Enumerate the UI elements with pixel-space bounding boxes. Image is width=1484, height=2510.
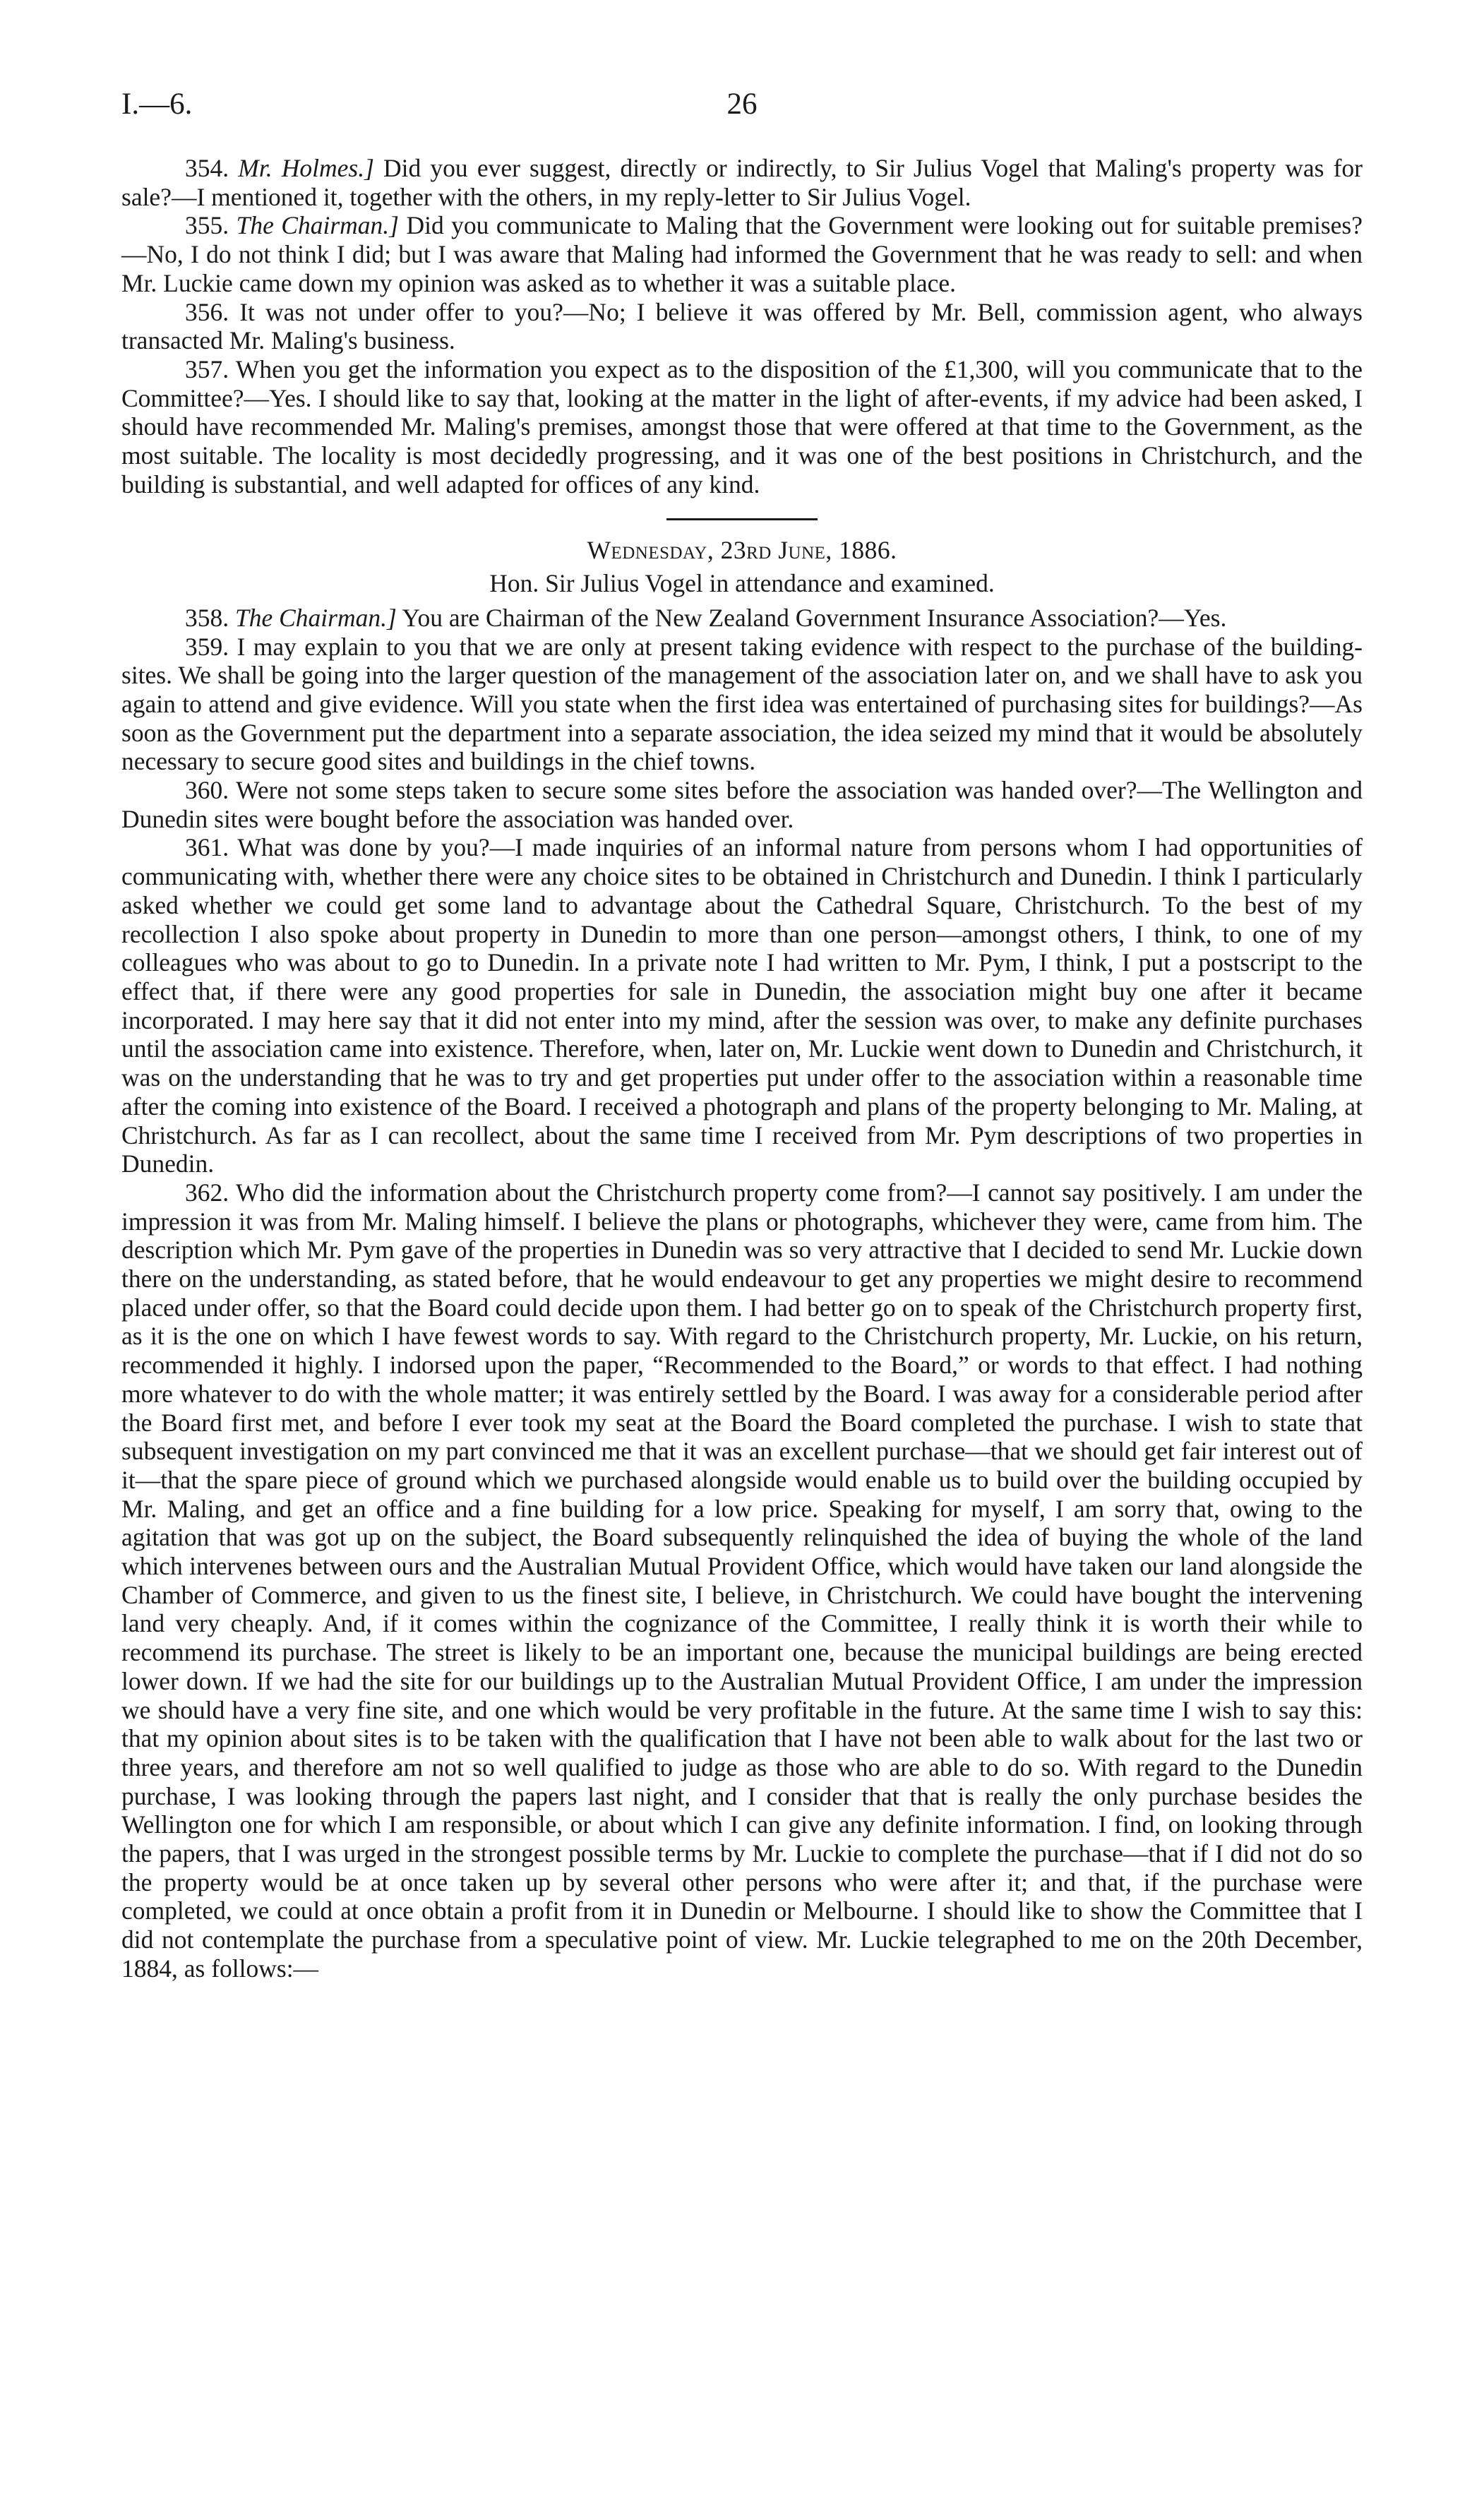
speaker: Mr. Holmes.] [238, 154, 374, 182]
paragraph-text: When you get the information you expect as to the disposition of the £1,300, will you communicate that to the Committee?—Yes. I should like to say that, looking at the matter in the light of after-events, if my advice had been asked, I should have recommended Mr. Maling's premises, amongst those that were offered at that time to the Government, as the most suitable. The locality is most decidedly progressing, and it was one of the best positions in Christchurch, and the building is substantial, and well adapted for offices of any kind. [121, 354, 1363, 498]
paragraph-text: It was not under offer to you?—No; I believe it was offered by Mr. Bell, commission agent, who always transacted Mr. Maling's business. [121, 297, 1363, 355]
paragraph-355 [121, 211, 1363, 297]
paragraph-text: Who did the information about the Christchurch property come from?—I cannot say positively. I am under the impression it was from Mr. Maling himself. I believe the plans or photographs, whichever they were, came from him. The description which Mr. Pym gave of the properties in Dunedin was so very attractive that I decided to send Mr. Luckie down there on the understanding, as stated before, that he would endeavour to get any properties we might desire to recommend placed under offer, so that the Board could decide upon them. I had better go on to speak of the Christchurch property first, as it is the one on which I have fewest words to say. With regard to the Christchurch property, Mr. Luckie, on his return, recommended it highly. I indorsed upon the paper, “Recommended to the Board,” or words to that effect. I had nothing more whatever to do with the whole matter; it was entirely settled by the Board. I was away for a considerable period after the Board first met, and before I ever took my seat at the Board the Board completed the purchase. I wish to state that subsequent investigation on my part convinced me that it was an excellent purchase—that we should get fair interest out of it—that the spare piece of ground which we purchased alongside would enable us to build over the building occupied by Mr. Maling, and get an office and a fine building for a low price. Speaking for myself, I am sorry that, owing to the agitation that was got up on the subject, the Board subsequently relinquished the idea of buying the whole of the land which intervenes between ours and the Australian Mutual Provident Office, which would have taken our land alongside the Chamber of Commerce, and given to us the finest site, I believe, in Christchurch. We could have bought the intervening land very cheaply. And, if it comes within the cognizance of the Committee, I really think it is worth their while to recommend its purchase. The street is likely to be an important one, because the municipal buildings are being erected lower down. If we had the site for our buildings up to the Australian Mutual Provident Office, I am under the impression we should have a very fine site, and one which would be very profitable in the future. At the same time I wish to say this: that my opinion about sites is to be taken with the qualification that I have not been able to walk about for the last two or three years, and therefore am not so well qualified to judge as those who are able to do so. With regard to the Dunedin purchase, I was looking through the papers last night, and I consider that that is really the only purchase besides the Wellington one for which I am responsible, or about which I can give any definite information. I find, on looking through the papers, that I was urged in the strongest possible terms by Mr. Luckie to complete the purchase—that if I did not do so the property would be at once taken up by several other persons who were after it; and that, if the purchase were completed, we could at once obtain a profit from it in Dunedin or Melbourne. I should like to show the Committee that I did not contemplate the purchase from a speculative point of view. Mr. Luckie telegraphed to me on the 20th December, 1884, as follows:— [121, 1178, 1363, 1983]
paragraph-text: I may explain to you that we are only at present taking evidence with respect to the purchase of the building-sites. We shall be going into the larger question of the management of the association later on, and we shall have to ask you again to attend and give evidence. Will you state when the first idea was entertained of purchasing sites for buildings?—As soon as the Government put the department into a separate association, the idea seized my mind that it would be absolutely necessary to secure good sites and buildings in the chief towns. [121, 632, 1363, 776]
paragraph-356 [121, 298, 1363, 355]
page-number: 26 [726, 88, 758, 121]
paragraph-361 [121, 833, 1363, 1178]
question-number: 357. [185, 354, 229, 383]
paragraph-359 [121, 633, 1363, 777]
paragraph-text: Were not some steps taken to secure some sites before the association was handed over?—The Wellington and Dunedin sites were bought before the association was handed over. [121, 776, 1363, 833]
speaker: The Chairman.] [236, 211, 399, 240]
question-number: 354. [185, 154, 229, 182]
paragraph-360 [121, 776, 1363, 833]
session-date: Wednesday, 23rd June, 1886. [587, 536, 897, 565]
witness-attendance: Hon. Sir Julius Vogel in attendance and examined. [489, 569, 995, 598]
question-number: 359. [185, 632, 229, 661]
paragraph-text: What was done by you?—I made inquiries of an informal nature from persons whom I had opportunities of communicating with, whether there were any choice sites to be obtained in Christchurch and Dunedin. I think I particularly asked whether we could get some land to advantage about the Cathedral Square, Christchurch. To the best of my recollection I also spoke about property in Dunedin to more than one person—amongst others, I think, to one of my colleagues who was about to go to Dunedin. In a private note I had written to Mr. Pym, I think, I put a postscript to the effect that, if there were any good properties for sale in Dunedin, the association might buy one after it became incorporated. I may here say that it did not enter into my mind, after the session was over, to make any definite purchases until the association came into existence. Therefore, when, later on, Mr. Luckie went down to Dunedin and Christchurch, it was on the understanding that he was to try and get properties put under offer to the association within a reasonable time after the coming into existence of the Board. I received a photograph and plans of the property belonging to Mr. Maling, at Christchurch. As far as I can recollect, about the same time I received from Mr. Pym descriptions of two properties in Dunedin. [121, 833, 1363, 1178]
paragraph-354 [121, 154, 1363, 211]
paragraph-text: You are Chairman of the New Zealand Government Insurance Association?—Yes. [396, 603, 1227, 632]
paragraph-358 [121, 604, 1363, 633]
question-number: 355. [185, 211, 229, 240]
document-body [121, 154, 1363, 1983]
question-number: 360. [185, 776, 229, 805]
question-number: 358. [185, 603, 229, 632]
question-number: 356. [185, 297, 229, 326]
paper-reference: I.—6. [121, 88, 193, 121]
paragraph-357 [121, 355, 1363, 499]
paragraph-362 [121, 1178, 1363, 1983]
paragraph-text: Did you ever suggest, directly or indirectly, to Sir Julius Vogel that Maling's property was for sale?—I mentioned it, together with the others, in my reply-letter to Sir Julius Vogel. [121, 154, 1363, 211]
page-header [121, 83, 1363, 126]
section-divider [666, 518, 818, 520]
paragraph-text: Did you communicate to Maling that the Government were looking out for suitable premises?—No, I do not think I did; but I was aware that Maling had informed the Government that he was ready to sell: and when Mr. Luckie came down my opinion was asked as to whether it was a suitable place. [121, 211, 1363, 297]
question-number: 362. [185, 1178, 229, 1207]
question-number: 361. [185, 833, 229, 862]
speaker: The Chairman.] [235, 603, 397, 632]
